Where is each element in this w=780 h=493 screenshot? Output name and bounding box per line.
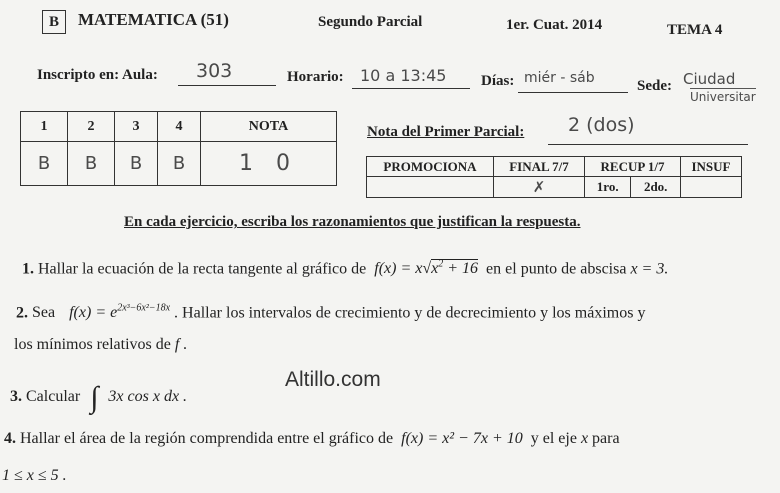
question-1-text-a: Hallar la ecuación de la recta tangente al gráfico de [38,260,367,278]
dias-value: miér - sáb [524,70,595,86]
question-2-formula: $f(x) = e^{2x^3-6x^2-18x}$ [69,303,171,322]
first-partial-field [548,114,748,145]
question-2-number: 2. [16,304,28,322]
promo-cell-final-mark: ✗ [494,177,585,198]
question-2-text-b: . Hallar los intervalos de crecimiento y de decrecimiento y los máximos y [174,304,646,322]
promo-header-promociona: PROMOCIONA [367,157,494,177]
promo-cell-insuf [681,177,742,198]
question-3-number: 3. [10,388,22,405]
grade-value-3: B [115,142,158,186]
question-1-number: 1. [22,260,34,278]
aula-label: Inscripto en: Aula: [37,67,158,83]
question-2-function: f . [174,336,188,353]
exam-title: Segundo Parcial [318,14,423,30]
grade-value-2: B [68,142,115,186]
question-3-integrand: 3x cos x dx . [108,388,188,405]
grades-header-3: 3 [115,112,158,142]
grades-header-2: 2 [68,112,115,142]
question-4-interval: 1 ≤ x ≤ 5 . [2,467,67,484]
tema-number: TEMA 4 [667,22,723,38]
question-3-text-a: Calcular [26,388,81,405]
question-4-axis: x [580,430,589,447]
sede-label: Sede: [637,78,672,94]
promo-header-final: FINAL 7/7 [494,157,585,177]
horario-field [352,66,470,89]
first-partial-value: 2 (dos) [568,114,635,136]
question-1 [22,259,668,278]
aula-field [178,60,276,86]
aula-value: 303 [196,60,233,82]
watermark: Altillo.com [285,368,381,391]
first-partial-label: Nota del Primer Parcial: [367,124,525,140]
question-2 [16,303,645,322]
question-2-continuation [14,336,187,354]
sede-value-line2: Universitar [690,90,756,104]
grades-table [20,111,337,186]
recup-1ro: 1ro. [585,177,631,198]
grade-value-4: B [158,142,201,186]
promo-header-insuf: INSUF [681,157,742,177]
question-4-text-a: Hallar el área de la región comprendida entre el gráfico de [20,430,394,447]
integral-icon: ∫ [90,381,99,414]
promo-cell-promociona [367,177,494,198]
question-4-formula: f(x) = x² − 7x + 10 [401,430,523,447]
promo-header-recup: RECUP 1/7 [585,157,681,177]
question-3 [10,381,187,415]
period: 1er. Cuat. 2014 [506,17,603,33]
question-4-text-c: y el eje [530,430,577,447]
question-4-number: 4. [4,430,16,447]
dias-label: Días: [481,73,515,89]
question-1-formula: $f(x) = x√x^2 + 16$ [374,259,479,278]
tema-letter-box: B [42,10,66,34]
grades-header-nota: NOTA [201,112,337,142]
recup-2do: 2do. [631,177,681,198]
grades-header-1: 1 [21,112,68,142]
question-1-text-b: en el punto de abscisa [486,260,627,278]
promo-table [366,156,742,198]
horario-value: 10 a 13:45 [360,66,447,85]
horario-label: Horario: [287,69,344,85]
question-4-text-e: para [592,430,620,447]
dias-field [518,70,628,93]
sede-value-line1: Ciudad [683,70,736,88]
question-1-abscissa: x = 3. [630,260,669,278]
grades-header-4: 4 [158,112,201,142]
question-2-text-c: los mínimos relativos de [14,336,171,353]
grade-value-1: B [21,142,68,186]
instruction: En cada ejercicio, escriba los razonamientos que justifican la respuesta. [124,214,581,230]
subject-title: MATEMATICA (51) [78,10,229,29]
grade-value-nota: 1 0 [201,142,337,186]
question-4 [4,430,620,448]
question-2-text-a: Sea [32,304,56,322]
